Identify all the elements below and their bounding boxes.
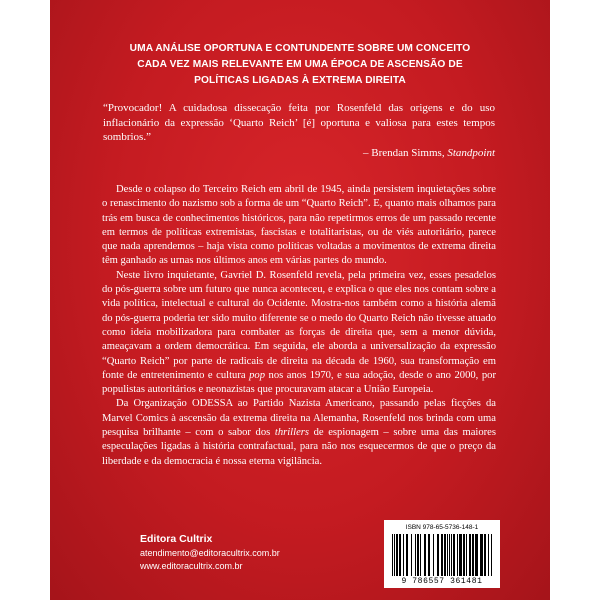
barcode-stripe bbox=[491, 534, 492, 576]
barcode-stripe bbox=[463, 534, 465, 576]
barcode-stripe bbox=[417, 534, 419, 576]
barcode-stripe bbox=[480, 534, 483, 576]
barcode-stripe bbox=[394, 534, 395, 576]
barcode-stripe bbox=[444, 534, 446, 576]
back-cover bbox=[50, 0, 550, 600]
barcode-stripe bbox=[451, 534, 452, 576]
barcode-stripe bbox=[399, 534, 401, 576]
barcode-stripe bbox=[475, 534, 478, 576]
barcode-stripe bbox=[433, 534, 434, 576]
barcode-stripe bbox=[411, 534, 412, 576]
quote-attribution bbox=[363, 147, 495, 159]
review-quote: “Provocador! A cuidadosa dissecação feita por Rosenfeld das origens e do uso inflacionário da expressão ‘Quarto Reich’ [é] oportuna e valiosa para estes tempos sombrios.” bbox=[103, 102, 495, 144]
barcode-stripe bbox=[447, 534, 448, 576]
synopsis-paragraph-2 bbox=[102, 269, 496, 398]
barcode-stripe bbox=[457, 534, 458, 576]
headline-line-2: CADA VEZ MAIS RELEVANTE EM UMA ÉPOCA DE ASCENSÃO DE bbox=[137, 59, 463, 70]
barcode-stripe bbox=[428, 534, 430, 576]
headline-line-3: POLÍTICAS LIGADAS À EXTREMA DIREITA bbox=[194, 75, 406, 86]
synopsis-paragraph-3 bbox=[102, 397, 496, 468]
synopsis-p1-text: Desde o colapso do Terceiro Reich em abril de 1945, ainda persistem inquietações sobre o renascimento do nazismo sob a forma de um “Quarto Reich”. E, quanto mais olhamos para trás em busca de conhecimentos históricos, para não repetirmos erros de um passado recente em termos de políticas extremistas, fascistas e totalitaristas, ou de viés autoritário, parece que nada aprendemos – haja vista como políticas voltadas a movimentos de extrema direita têm ganhado as urnas nos últimos anos em várias partes do mundo. bbox=[102, 184, 496, 267]
barcode-stripe bbox=[453, 534, 455, 576]
barcode-stripe bbox=[396, 534, 398, 576]
barcode-stripe bbox=[403, 534, 404, 576]
barcode-stripe bbox=[392, 534, 393, 576]
quote-source: Standpoint bbox=[447, 147, 495, 159]
synopsis-p3-end: de espionagem – sobre uma das maiores especulações ligadas à história contrafactual, para não nos esquecermos de que o preço da liberdade e da democracia é nossa eterna vigilância. bbox=[102, 427, 496, 467]
synopsis-p3-text: Da Organização ODESSA ao Partido Nazista Americano, passando pelas ficções da Marvel Comics à ascensão da extrema direita na Alemanha, Rosenfeld nos brinda com uma pesquisa brilhante – com o sabor dos bbox=[102, 398, 496, 439]
barcode-digits: 9 786557 361481 bbox=[401, 577, 483, 586]
synopsis-p2-italic: pop bbox=[249, 369, 265, 381]
barcode-stripe bbox=[420, 534, 421, 576]
barcode-stripe bbox=[466, 534, 467, 576]
synopsis-p2-end: nos anos 1970, e sua adoção, desde o ano 2000, por populistas autoritários e neonazistas que procuravam atacar a União Europeia. bbox=[102, 369, 496, 396]
publisher-email: atendimento@editoracultrix.com.br bbox=[140, 548, 280, 558]
barcode-stripe bbox=[437, 534, 439, 576]
barcode-stripe bbox=[469, 534, 471, 576]
barcode-stripe bbox=[406, 534, 408, 576]
synopsis-p3-italic: thrillers bbox=[274, 427, 310, 439]
barcode bbox=[384, 520, 500, 588]
publisher-info bbox=[140, 532, 280, 572]
barcode-stripe bbox=[484, 534, 486, 576]
barcode-stripe bbox=[449, 534, 450, 576]
barcode-stripe bbox=[415, 534, 416, 576]
barcode-stripe bbox=[459, 534, 462, 576]
synopsis-p2-text: Neste livro inquietante, Gavriel D. Rosenfeld revela, pela primeira vez, esses pesadelos do pós-guerra sobre um futuro que nunca aconteceu, e explica o que eles nos contam sobre a vida política, intelectual e cultural do Ocidente. Mostra-nos também como a história alemã do pós-guerra poderia ter sido muito diferente se o medo do Quarto Reich não tivesse atuado como ideia mobilizadora para combater as forças de direita que, sem a menor dúvida, ameaçavam a ordem democrática. Em seguida, ele aborda a universalização da expressão “Quarto Reich” por parte de radicais de direita na década de 1960, sua transformação em fonte de entretenimento e cultura bbox=[102, 269, 496, 381]
isbn-label: ISBN 978-65-5736-148-1 bbox=[405, 524, 479, 531]
barcode-stripe bbox=[424, 534, 426, 576]
synopsis-paragraph-1 bbox=[102, 183, 496, 269]
headline-line-1: UMA ANÁLISE OPORTUNA E CONTUNDENTE SOBRE UM CONCEITO bbox=[129, 43, 471, 54]
quote-author: – Brendan Simms, bbox=[362, 147, 448, 159]
barcode-stripe bbox=[472, 534, 474, 576]
synopsis bbox=[102, 183, 496, 469]
barcode-bars bbox=[390, 534, 494, 576]
barcode-stripe bbox=[441, 534, 443, 576]
barcode-stripe bbox=[488, 534, 489, 576]
publisher-site: www.editoracultrix.com.br bbox=[140, 560, 243, 571]
headline bbox=[70, 41, 530, 89]
publisher-name: Editora Cultrix bbox=[140, 533, 213, 545]
